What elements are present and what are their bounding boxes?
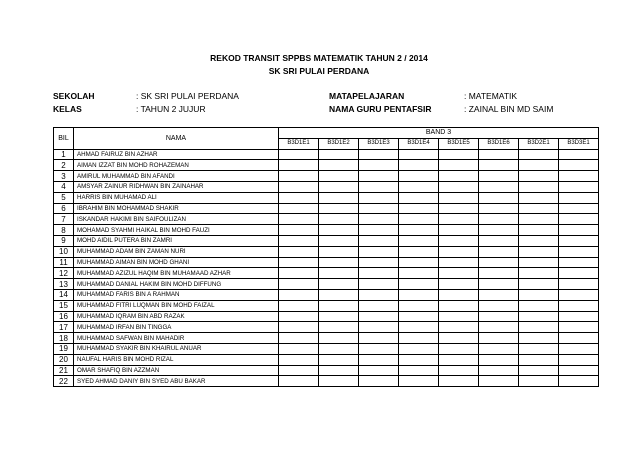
row-bil: 14 <box>54 289 74 300</box>
score-cell <box>439 246 479 257</box>
score-cell <box>319 289 359 300</box>
score-cell <box>479 203 519 214</box>
document-title: REKOD TRANSIT SPPBS MATEMATIK TAHUN 2 / 2014 <box>210 53 428 63</box>
score-cell <box>279 160 319 171</box>
row-nama: IBRAHIM BIN MOHAMMAD SHAKIR <box>74 203 279 214</box>
score-cell <box>439 365 479 376</box>
score-cell <box>559 181 599 192</box>
score-cell <box>279 354 319 365</box>
score-cell <box>279 181 319 192</box>
score-cell <box>439 343 479 354</box>
score-cell <box>479 225 519 236</box>
header-sub-column: B3D3E1 <box>559 138 599 149</box>
row-bil: 18 <box>54 333 74 344</box>
score-cell <box>519 279 559 290</box>
score-cell <box>319 192 359 203</box>
score-cell <box>399 235 439 246</box>
school-title: SK SRI PULAI PERDANA <box>268 66 370 76</box>
score-cell <box>359 171 399 182</box>
score-cell <box>399 279 439 290</box>
score-cell <box>279 203 319 214</box>
row-nama: MUHAMMAD ADAM BIN ZAMAN NURI <box>74 246 279 257</box>
header-sub-column: B3D1E1 <box>279 138 319 149</box>
score-cell <box>559 333 599 344</box>
table-row <box>54 300 599 311</box>
score-cell <box>279 279 319 290</box>
score-cell <box>439 354 479 365</box>
score-cell <box>359 354 399 365</box>
score-cell <box>399 171 439 182</box>
score-cell <box>399 257 439 268</box>
score-cell <box>439 235 479 246</box>
score-cell <box>319 171 359 182</box>
score-cell <box>279 268 319 279</box>
score-cell <box>439 171 479 182</box>
table-row <box>54 257 599 268</box>
score-cell <box>359 376 399 387</box>
score-cell <box>479 279 519 290</box>
score-cell <box>519 257 559 268</box>
table-row <box>54 311 599 322</box>
score-cell <box>479 181 519 192</box>
table-row <box>54 322 599 333</box>
table-row <box>54 354 599 365</box>
score-cell <box>399 181 439 192</box>
score-cell <box>319 268 359 279</box>
table-row <box>54 365 599 376</box>
score-cell <box>559 268 599 279</box>
row-bil: 16 <box>54 311 74 322</box>
score-cell <box>279 311 319 322</box>
score-cell <box>439 181 479 192</box>
score-cell <box>399 214 439 225</box>
score-cell <box>399 289 439 300</box>
row-nama: MUHAMMAD AZIZUL HAQIM BIN MUHAMAAD AZHAR <box>74 268 279 279</box>
score-cell <box>279 171 319 182</box>
score-cell <box>319 181 359 192</box>
table-row <box>54 376 599 387</box>
score-cell <box>399 225 439 236</box>
table-row <box>54 235 599 246</box>
score-cell <box>399 311 439 322</box>
score-cell <box>479 289 519 300</box>
row-nama: MUHAMMAD DANIAL HAKIM BIN MOHD DIFFUNG <box>74 279 279 290</box>
score-cell <box>319 365 359 376</box>
header-sub-column: B3D1E4 <box>399 138 439 149</box>
score-cell <box>439 214 479 225</box>
score-cell <box>399 354 439 365</box>
score-cell <box>519 343 559 354</box>
table-row <box>54 289 599 300</box>
score-cell <box>479 343 519 354</box>
row-bil: 6 <box>54 203 74 214</box>
score-cell <box>279 214 319 225</box>
score-cell <box>319 311 359 322</box>
row-bil: 1 <box>54 149 74 160</box>
header-sub-column: B3D2E1 <box>519 138 559 149</box>
score-cell <box>479 214 519 225</box>
score-cell <box>399 376 439 387</box>
row-bil: 8 <box>54 225 74 236</box>
score-cell <box>559 246 599 257</box>
sekolah-label: SEKOLAH <box>53 91 95 101</box>
guru-label: NAMA GURU PENTAFSIR <box>329 104 432 114</box>
row-bil: 10 <box>54 246 74 257</box>
score-cell <box>559 214 599 225</box>
score-cell <box>479 171 519 182</box>
score-cell <box>519 149 559 160</box>
score-cell <box>519 171 559 182</box>
table-row <box>54 171 599 182</box>
table-row <box>54 149 599 160</box>
score-cell <box>399 343 439 354</box>
table-row <box>54 333 599 344</box>
row-bil: 13 <box>54 279 74 290</box>
score-cell <box>319 322 359 333</box>
table-row <box>54 214 599 225</box>
matapelajaran-label: MATAPELAJARAN <box>329 91 405 101</box>
score-cell <box>559 279 599 290</box>
score-cell <box>559 365 599 376</box>
table-row <box>54 203 599 214</box>
score-cell <box>279 192 319 203</box>
transit-record-table <box>53 127 599 387</box>
score-cell <box>479 257 519 268</box>
row-nama: MUHAMMAD FITRI LUQMAN BIN MOHD FAIZAL <box>74 300 279 311</box>
row-bil: 5 <box>54 192 74 203</box>
score-cell <box>279 300 319 311</box>
table-row <box>54 246 599 257</box>
score-cell <box>319 214 359 225</box>
score-cell <box>479 192 519 203</box>
score-cell <box>559 171 599 182</box>
row-bil: 11 <box>54 257 74 268</box>
score-cell <box>519 289 559 300</box>
score-cell <box>439 160 479 171</box>
score-cell <box>359 192 399 203</box>
score-cell <box>359 149 399 160</box>
score-cell <box>519 160 559 171</box>
score-cell <box>279 289 319 300</box>
score-cell <box>399 203 439 214</box>
score-cell <box>519 225 559 236</box>
row-bil: 19 <box>54 343 74 354</box>
score-cell <box>279 235 319 246</box>
row-nama: SYED AHMAD DANIY BIN SYED ABU BAKAR <box>74 376 279 387</box>
score-cell <box>559 311 599 322</box>
row-nama: MUHAMMAD SAFWAN BIN MAHADIR <box>74 333 279 344</box>
score-cell <box>359 235 399 246</box>
score-cell <box>479 311 519 322</box>
score-cell <box>439 225 479 236</box>
row-nama: MUHAMMAD IRFAN BIN TINGGA <box>74 322 279 333</box>
score-cell <box>479 376 519 387</box>
row-bil: 12 <box>54 268 74 279</box>
score-cell <box>559 225 599 236</box>
table-row <box>54 181 599 192</box>
table-row <box>54 343 599 354</box>
table-row <box>54 279 599 290</box>
header-nama: NAMA <box>74 128 279 150</box>
score-cell <box>559 192 599 203</box>
score-cell <box>359 214 399 225</box>
score-cell <box>479 322 519 333</box>
row-nama: AMSYAR ZAINUR RIDHWAN BIN ZAINAHAR <box>74 181 279 192</box>
kelas-value: : TAHUN 2 JUJUR <box>136 104 206 114</box>
header-bil: BIL <box>54 128 74 150</box>
score-cell <box>559 203 599 214</box>
score-cell <box>479 160 519 171</box>
score-cell <box>359 365 399 376</box>
score-cell <box>519 333 559 344</box>
score-cell <box>319 376 359 387</box>
score-cell <box>319 343 359 354</box>
header-sub-column: B3D1E3 <box>359 138 399 149</box>
score-cell <box>359 343 399 354</box>
score-cell <box>479 268 519 279</box>
score-cell <box>399 300 439 311</box>
score-cell <box>399 268 439 279</box>
row-bil: 4 <box>54 181 74 192</box>
score-cell <box>439 376 479 387</box>
score-cell <box>359 279 399 290</box>
score-cell <box>439 279 479 290</box>
score-cell <box>279 376 319 387</box>
header-sub-column: B3D1E6 <box>479 138 519 149</box>
score-cell <box>519 192 559 203</box>
score-cell <box>559 289 599 300</box>
score-cell <box>319 279 359 290</box>
score-cell <box>359 225 399 236</box>
table-row <box>54 225 599 236</box>
score-cell <box>479 149 519 160</box>
score-cell <box>399 365 439 376</box>
score-cell <box>359 311 399 322</box>
score-cell <box>359 333 399 344</box>
row-nama: AIMAN IZZAT BIN MOHD ROHAZEMAN <box>74 160 279 171</box>
row-bil: 21 <box>54 365 74 376</box>
row-bil: 7 <box>54 214 74 225</box>
score-cell <box>519 246 559 257</box>
row-bil: 22 <box>54 376 74 387</box>
score-cell <box>479 333 519 344</box>
score-cell <box>279 225 319 236</box>
row-nama: MUHAMMAD AIMAN BIN MOHD GHANI <box>74 257 279 268</box>
row-nama: MOHD AIDIL PUTERA BIN ZAMRI <box>74 235 279 246</box>
score-cell <box>319 235 359 246</box>
score-cell <box>399 192 439 203</box>
score-cell <box>559 149 599 160</box>
header-band: BAND 3 <box>279 128 599 139</box>
matapelajaran-value: : MATEMATIK <box>464 91 518 101</box>
score-cell <box>439 300 479 311</box>
row-bil: 9 <box>54 235 74 246</box>
row-nama: MUHAMMAD FARIS BIN A RAHMAN <box>74 289 279 300</box>
row-nama: MOHAMAD SYAHMI HAIKAL BIN MOHD FAUZI <box>74 225 279 236</box>
header-sub-column: B3D1E5 <box>439 138 479 149</box>
score-cell <box>279 365 319 376</box>
score-cell <box>279 149 319 160</box>
score-cell <box>279 333 319 344</box>
score-cell <box>319 246 359 257</box>
sekolah-value: : SK SRI PULAI PERDANA <box>136 91 239 101</box>
score-cell <box>279 246 319 257</box>
score-cell <box>399 149 439 160</box>
score-cell <box>399 333 439 344</box>
score-cell <box>319 354 359 365</box>
score-cell <box>359 181 399 192</box>
score-cell <box>319 225 359 236</box>
score-cell <box>319 257 359 268</box>
score-cell <box>399 322 439 333</box>
row-nama: AHMAD FAIRUZ BIN AZHAR <box>74 149 279 160</box>
table-row <box>54 160 599 171</box>
score-cell <box>439 333 479 344</box>
score-cell <box>479 246 519 257</box>
score-cell <box>359 300 399 311</box>
row-nama: OMAR SHAFIQ BIN AZZMAN <box>74 365 279 376</box>
score-cell <box>559 235 599 246</box>
score-cell <box>479 300 519 311</box>
row-bil: 2 <box>54 160 74 171</box>
score-cell <box>519 181 559 192</box>
score-cell <box>559 160 599 171</box>
score-cell <box>519 268 559 279</box>
score-cell <box>399 246 439 257</box>
score-cell <box>439 311 479 322</box>
row-nama: HARRIS BIN MUHAMAD ALI <box>74 192 279 203</box>
score-cell <box>519 376 559 387</box>
score-cell <box>439 257 479 268</box>
table-row <box>54 192 599 203</box>
score-cell <box>519 354 559 365</box>
score-cell <box>439 203 479 214</box>
row-nama: MUHAMMAD IQRAM BIN ABD RAZAK <box>74 311 279 322</box>
score-cell <box>359 268 399 279</box>
score-cell <box>279 322 319 333</box>
score-cell <box>279 343 319 354</box>
score-cell <box>439 268 479 279</box>
score-cell <box>479 235 519 246</box>
score-cell <box>359 246 399 257</box>
score-cell <box>519 311 559 322</box>
score-cell <box>359 160 399 171</box>
score-cell <box>439 149 479 160</box>
row-bil: 20 <box>54 354 74 365</box>
guru-value: : ZAINAL BIN MD SAIM <box>464 104 554 114</box>
score-cell <box>479 354 519 365</box>
row-bil: 17 <box>54 322 74 333</box>
score-cell <box>319 300 359 311</box>
score-cell <box>359 322 399 333</box>
score-cell <box>559 300 599 311</box>
score-cell <box>439 289 479 300</box>
header-sub-column: B3D1E2 <box>319 138 359 149</box>
score-cell <box>519 322 559 333</box>
score-cell <box>279 257 319 268</box>
score-cell <box>519 365 559 376</box>
row-nama: ISKANDAR HAKIMI BIN SAIFOULIZAN <box>74 214 279 225</box>
score-cell <box>359 203 399 214</box>
score-cell <box>319 160 359 171</box>
score-cell <box>439 192 479 203</box>
row-bil: 3 <box>54 171 74 182</box>
score-cell <box>559 343 599 354</box>
table-row <box>54 268 599 279</box>
row-nama: AMIRUL MUHAMMAD BIN AFANDI <box>74 171 279 182</box>
score-cell <box>559 322 599 333</box>
row-nama: NAUFAL HARIS BIN MOHD RIZAL <box>74 354 279 365</box>
score-cell <box>399 160 439 171</box>
score-cell <box>519 203 559 214</box>
score-cell <box>519 300 559 311</box>
row-bil: 15 <box>54 300 74 311</box>
kelas-label: KELAS <box>53 104 82 114</box>
score-cell <box>559 376 599 387</box>
score-cell <box>359 257 399 268</box>
score-cell <box>519 235 559 246</box>
score-cell <box>479 365 519 376</box>
score-cell <box>559 354 599 365</box>
score-cell <box>319 333 359 344</box>
score-cell <box>559 257 599 268</box>
score-cell <box>439 322 479 333</box>
score-cell <box>519 214 559 225</box>
score-cell <box>359 289 399 300</box>
row-nama: MUHAMMAD SYAKIR BIN KHAIRUL ANUAR <box>74 343 279 354</box>
score-cell <box>319 203 359 214</box>
score-cell <box>319 149 359 160</box>
